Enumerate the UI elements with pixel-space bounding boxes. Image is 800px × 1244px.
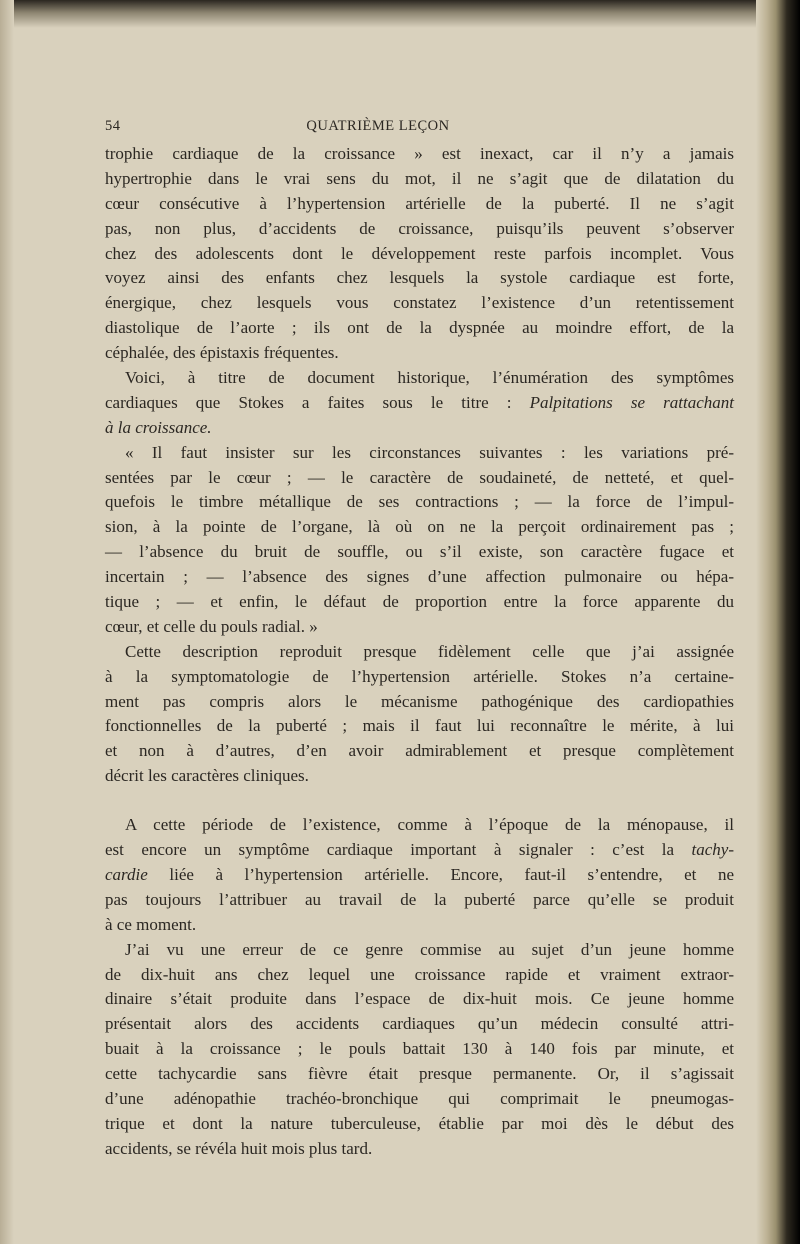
text-line: incertain ; — l’absence des signes d’une affection pulmonaire ou hépa- (105, 567, 734, 587)
italic-term-end: cardie (105, 864, 148, 884)
text-line: — l’absence du bruit de souffle, ou s’il existe, son caractère fugace et (105, 542, 734, 562)
text-line: pas toujours l’attribuer au travail de la puberté parce qu’elle se produit (105, 889, 734, 909)
text-line (105, 391, 734, 416)
text-line: Cette description reproduit presque fidèlement celle que j’ai assignée (125, 641, 734, 661)
text-line: voyez ainsi des enfants chez lesquels la systole cardiaque est forte, (105, 268, 734, 288)
text-line: cœur consécutive à l’hypertension artérielle de la puberté. Il ne s’agit (105, 193, 734, 213)
text-line: quefois le timbre métallique de ses contractions ; — la force de l’impul- (105, 492, 734, 512)
paragraph-gap (105, 789, 734, 813)
book-binding-edge (756, 0, 800, 1244)
lesson-title: QUATRIÈME LEÇON (306, 118, 450, 134)
text-line: de dix-huit ans chez lequel une croissance rapide et vraiment extraor- (105, 964, 734, 984)
running-head (0, 118, 756, 140)
text-line: céphalée, des épistaxis fréquentes. (105, 343, 339, 363)
text-line: énergique, chez lesquels vous constatez l’existence d’un retentissement (105, 293, 734, 313)
text-line: cette tachycardie sans fièvre était presque permanente. Or, il s’agissait (105, 1064, 734, 1084)
text-line: fonctionnelles de la puberté ; mais il faut lui reconnaître le mérite, à lui (105, 716, 734, 736)
text-run: liée à l’hypertension artérielle. Encore, faut-il s’entendre, et ne (169, 864, 735, 884)
text-line: pas, non plus, d’accidents de croissance, puisqu’ils peuvent s’observer (105, 218, 734, 238)
text-line (105, 863, 734, 888)
body-text (105, 142, 734, 1162)
italic-title: Palpitations se rattachant (529, 392, 734, 412)
text-line: décrit les caractères cliniques. (105, 766, 309, 786)
italic-term: tachy- (691, 840, 734, 860)
text-line (105, 838, 734, 863)
text-run: cardiaques que Stokes a faites sous le titre : (105, 392, 530, 412)
text-line: hypertrophie dans le vrai sens du mot, il ne s’agit que de dilatation du (105, 168, 734, 188)
text-line: sentées par le cœur ; — le caractère de soudaineté, de netteté, et quel- (105, 467, 734, 487)
text-line (105, 416, 734, 441)
text-line: buait à la croissance ; le pouls battait 130 à 140 fois par minute, et (105, 1039, 734, 1059)
text-line: J’ai vu une erreur de ce genre commise au sujet d’un jeune homme (125, 939, 734, 959)
page-number: 54 (105, 118, 121, 134)
text-line: dinaire s’était produite dans l’espace de dix-huit mois. Ce jeune homme (105, 989, 734, 1009)
text-line: « Il faut insister sur les circonstances suivantes : les variations pré- (125, 442, 734, 462)
text-line: tique ; — et enfin, le défaut de proportion entre la force apparente du (105, 592, 734, 612)
text-line: Voici, à titre de document historique, l’énumération des symptômes (125, 368, 734, 388)
text-line: chez des adolescents dont le développement reste parfois incomplet. Vous (105, 243, 734, 263)
text-line: ment pas compris alors le mécanisme pathogénique des cardiopathies (105, 691, 734, 711)
text-line: diastolique de l’aorte ; ils ont de la dyspnée au moindre effort, de la (105, 318, 734, 338)
text-line: et non à d’autres, d’en avoir admirablement et presque complètement (105, 741, 734, 761)
text-line: d’une adénopathie trachéo-bronchique qui comprimait le pneumogas- (105, 1088, 734, 1108)
text-line: à la symptomatologie de l’hypertension artérielle. Stokes n’a certaine- (105, 666, 734, 686)
text-run: est encore un symptôme cardiaque important à signaler : c’est la (105, 840, 692, 860)
italic-title-end: à la croissance. (105, 417, 212, 437)
text-line: présentait alors des accidents cardiaques qu’un médecin consulté attri- (105, 1014, 734, 1034)
text-line: accidents, se révéla huit mois plus tard. (105, 1138, 373, 1158)
text-line: sion, à la pointe de l’organe, là où on ne la perçoit ordinairement pas ; (105, 517, 734, 537)
text-line: cœur, et celle du pouls radial. » (105, 616, 318, 636)
text-line: A cette période de l’existence, comme à l’époque de la ménopause, il (125, 815, 734, 835)
text-line: à ce moment. (105, 914, 197, 934)
text-line: trique et dont la nature tuberculeuse, établie par moi dès le début des (105, 1113, 734, 1133)
text-line: trophie cardiaque de la croissance » est inexact, car il n’y a jamais (105, 144, 734, 163)
